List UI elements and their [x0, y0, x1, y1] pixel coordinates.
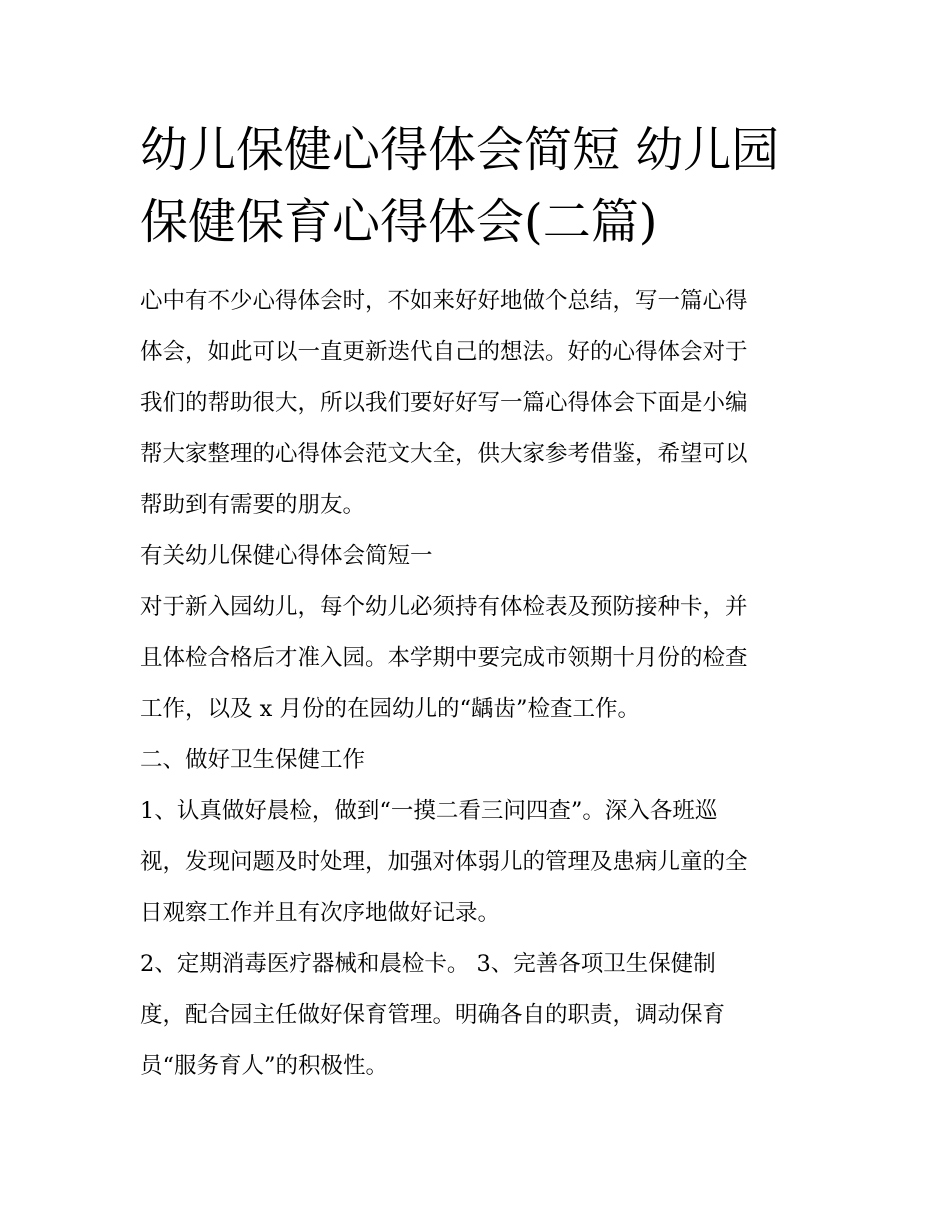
body-line-1: 心中有不少心得体会时，不如来好好地做个总结，写一篇心得 [140, 288, 748, 314]
body-line-6: 对于新入园幼儿，每个幼儿必须持有体检表及预防接种卡，并 [140, 594, 748, 620]
body-line-2: 体会，如此可以一直更新迭代自己的想法。好的心得体会对于 [140, 339, 748, 365]
body-line-4: 帮大家整理的心得体会范文大全，供大家参考借鉴，希望可以 [140, 441, 748, 467]
body-line-8: 工作，以及 x 月份的在园幼儿的“龋齿”检查工作。 [140, 696, 640, 722]
list-item-2-line-1: 2、定期消毒医疗器械和晨检卡。 3、完善各项卫生保健制 [140, 951, 716, 977]
title-line-1: 幼儿保健心得体会简短 幼儿园 [140, 122, 780, 178]
title-line-2: 保健保育心得体会(二篇) [140, 194, 658, 250]
body-line-5: 帮助到有需要的朋友。 [140, 492, 366, 518]
list-item-1-line-2: 视，发现问题及时处理，加强对体弱儿的管理及患病儿童的全 [140, 849, 748, 875]
body-line-3: 我们的帮助很大，所以我们要好好写一篇心得体会下面是小编 [140, 390, 748, 416]
document-title [140, 114, 820, 258]
list-item-2-line-2: 度，配合园主任做好保育管理。明确各自的职责，调动保育 [140, 1002, 726, 1028]
document-body [140, 276, 820, 1092]
section-heading-1: 有关幼儿保健心得体会简短一 [140, 543, 433, 569]
section-heading-2: 二、做好卫生保健工作 [140, 747, 366, 773]
list-item-2-line-3: 员“服务育人”的积极性。 [140, 1053, 389, 1079]
list-item-1-line-1: 1、认真做好晨检，做到“一摸二看三问四查”。深入各班巡 [140, 798, 718, 824]
body-line-7: 且体检合格后才准入园。本学期中要完成市领期十月份的检查 [140, 645, 748, 671]
list-item-1-line-3: 日观察工作并且有次序地做好记录。 [140, 900, 501, 926]
